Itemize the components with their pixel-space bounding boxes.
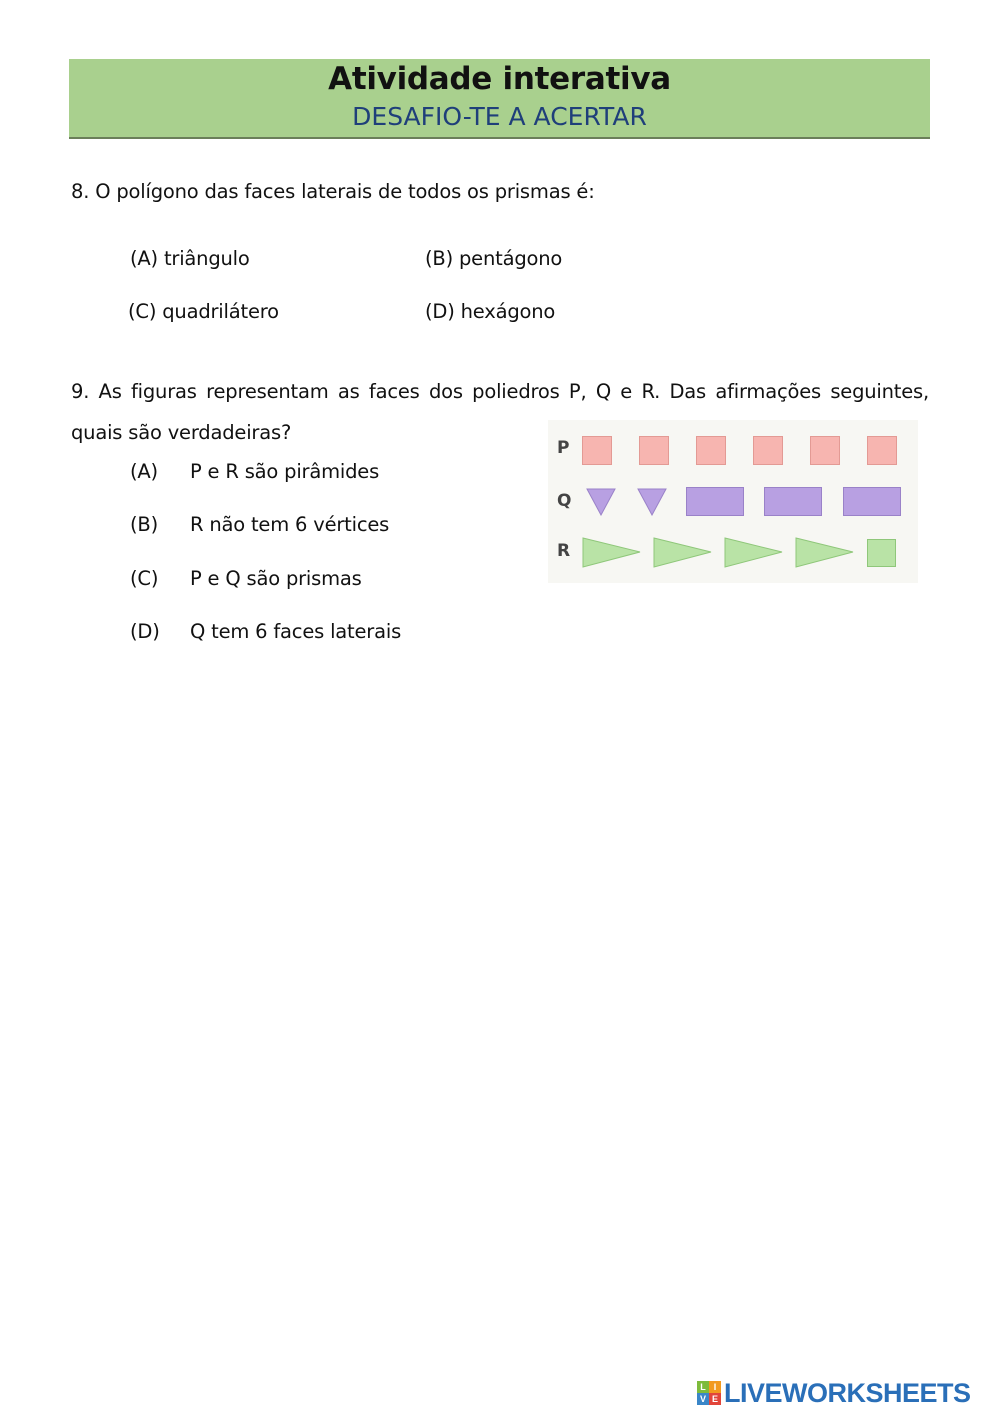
page-subtitle: DESAFIO-TE A ACERTAR bbox=[352, 102, 647, 131]
row-label-p: P bbox=[557, 438, 570, 458]
q-face-triangle-1 bbox=[586, 488, 616, 516]
q8-option-d[interactable]: (D) hexágono bbox=[425, 300, 556, 323]
q9-option-a-letter[interactable]: (A) bbox=[130, 460, 158, 483]
q9-option-b-text[interactable]: R não tem 6 vértices bbox=[190, 513, 390, 536]
p-face-1 bbox=[582, 436, 612, 465]
activity-header bbox=[69, 59, 930, 139]
q9-option-a-text[interactable]: P e R são pirâmides bbox=[190, 460, 380, 483]
p-face-6 bbox=[867, 436, 897, 465]
r-face-triangle-1 bbox=[582, 537, 642, 569]
p-face-5 bbox=[810, 436, 840, 465]
row-label-q: Q bbox=[557, 491, 572, 511]
q9-option-b-letter[interactable]: (B) bbox=[130, 513, 158, 536]
r-face-triangle-2 bbox=[653, 537, 713, 569]
liveworksheets-logo-text: LIVEWORKSHEETS bbox=[724, 1377, 971, 1408]
q8-option-b[interactable]: (B) pentágono bbox=[425, 247, 563, 270]
p-face-2 bbox=[639, 436, 669, 465]
q8-option-c[interactable]: (C) quadrilátero bbox=[128, 300, 279, 323]
p-face-3 bbox=[696, 436, 726, 465]
question-9-text-line1: 9. As figuras representam as faces dos poliedros P, Q e R. Das afirmações seguintes, bbox=[71, 380, 929, 403]
polyhedra-faces-figure bbox=[548, 420, 918, 583]
r-face-triangle-4 bbox=[795, 537, 855, 569]
q9-option-c-letter[interactable]: (C) bbox=[130, 567, 159, 590]
row-label-r: R bbox=[557, 541, 571, 561]
q8-option-a[interactable]: (A) triângulo bbox=[130, 247, 250, 270]
q-face-triangle-2 bbox=[637, 488, 667, 516]
q9-option-d-text[interactable]: Q tem 6 faces laterais bbox=[190, 620, 402, 643]
liveworksheets-logo[interactable] bbox=[697, 1378, 971, 1408]
q-face-rect-3 bbox=[843, 487, 901, 516]
page-title: Atividade interativa bbox=[328, 61, 671, 97]
q-face-rect-2 bbox=[764, 487, 822, 516]
question-8-text: 8. O polígono das faces laterais de todos os prismas é: bbox=[71, 180, 595, 203]
r-face-triangle-3 bbox=[724, 537, 784, 569]
liveworksheets-logo-icon: L I V E bbox=[697, 1381, 721, 1405]
q9-option-c-text[interactable]: P e Q são prismas bbox=[190, 567, 362, 590]
q9-option-d-letter[interactable]: (D) bbox=[130, 620, 160, 643]
question-9-text-line2: quais são verdadeiras? bbox=[71, 421, 292, 444]
q-face-rect-1 bbox=[686, 487, 744, 516]
p-face-4 bbox=[753, 436, 783, 465]
r-face-square bbox=[867, 539, 896, 567]
